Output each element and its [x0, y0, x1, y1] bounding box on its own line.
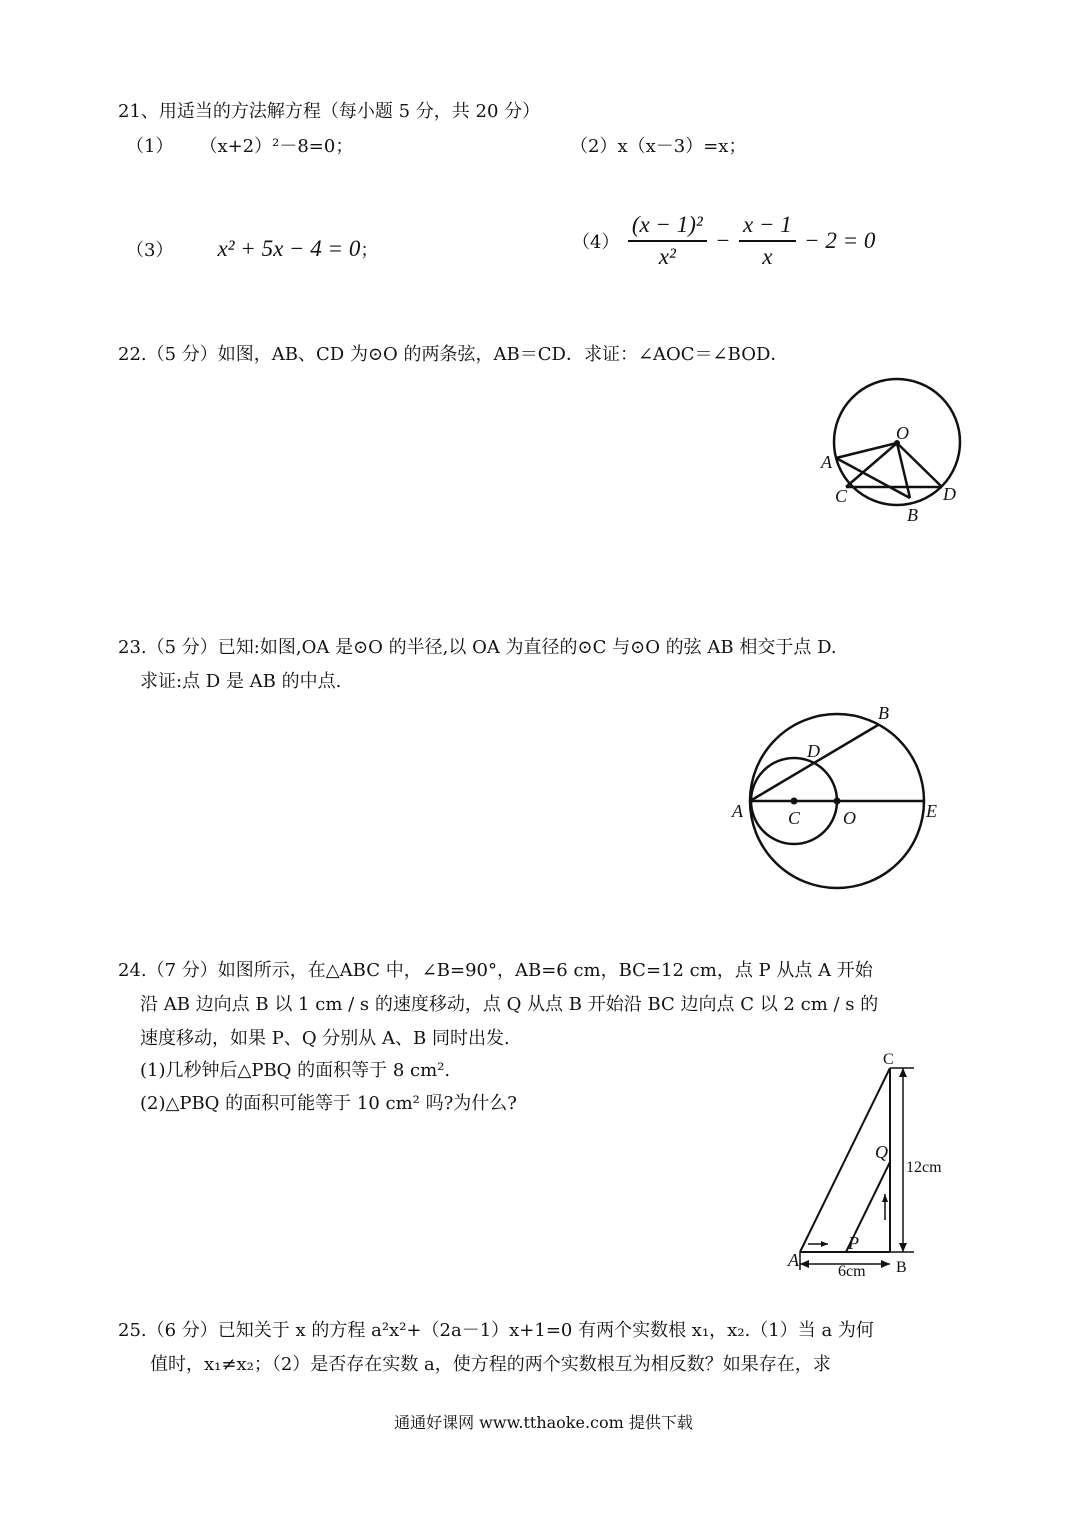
q24-motion-arrow-up-icon: [882, 1194, 888, 1202]
q24-dimension-arrow-up-icon: [899, 1068, 907, 1077]
q21-part4-fraction1-denominator: x²: [658, 244, 676, 269]
q23-center-o: [834, 798, 841, 805]
page-footer: 通通好课网 www.tthaoke.com 提供下载: [394, 1413, 693, 1432]
q23-center-c: [791, 798, 798, 805]
q21-part1-label: （1）: [126, 136, 174, 157]
q24-line3: 速度移动，如果 P、Q 分别从 A、B 同时出发.: [140, 1028, 510, 1049]
q21-part4-fraction2: [739, 212, 796, 270]
q21-part3-tail: ；: [360, 240, 379, 261]
q24-dimension-arrow-left-icon: [800, 1260, 809, 1268]
q21-part2-label: （2）: [570, 136, 618, 157]
q21-part3-equation: x² + 5x − 4 = 0: [217, 236, 361, 261]
q23-chord-ab: [750, 725, 878, 801]
q21-part4-minus: −: [715, 228, 731, 253]
q22-label-o: O: [896, 423, 909, 443]
q24-triangle-diagram: [778, 1044, 968, 1284]
q21-part4-tail: − 2 = 0: [804, 228, 876, 253]
q24-label-q: Q: [875, 1142, 888, 1162]
q23-label-a: A: [732, 801, 743, 821]
q21-part2: [570, 136, 746, 158]
q23-label-e: E: [926, 801, 937, 821]
q22-segment-od: [897, 443, 942, 487]
q23-line2: 求证:点 D 是 AB 的中点.: [140, 671, 342, 692]
q21-part4-fraction1-numerator: (x − 1)²: [628, 212, 707, 242]
q24-label-ab-length: 6cm: [838, 1263, 866, 1280]
q22-label-a: A: [821, 452, 832, 472]
q21-part1-equation: （x+2）²－8=0；: [199, 136, 354, 157]
q21-part4-fraction2-denominator: x: [762, 244, 773, 269]
q24-dimension-arrow-right-icon: [881, 1260, 890, 1268]
q24-label-c: C: [883, 1051, 894, 1068]
q22-text: 22.（5 分）如图，AB、CD 为⊙O 的两条弦，AB＝CD．求证：∠AOC＝∠BOD．: [118, 344, 789, 365]
q21-part4-label: （4）: [572, 232, 620, 253]
q24-line2: 沿 AB 边向点 B 以 1 cm / s 的速度移动，点 Q 从点 B 开始沿 BC 边向点 C 以 2 cm / s 的: [140, 994, 879, 1015]
q24-line4: (1)几秒钟后△PBQ 的面积等于 8 cm².: [140, 1060, 451, 1081]
q25-line2: 值时，x₁≠x₂；（2）是否存在实数 a，使方程的两个实数根互为相反数？如果存在，求: [150, 1354, 831, 1375]
q24-line1: 24.（7 分）如图所示，在△ABC 中，∠B=90°，AB=6 cm，BC=12 cm，点 P 从点 A 开始: [118, 960, 873, 981]
q23-circle-diagram: [725, 697, 955, 897]
q23-label-d: D: [807, 741, 820, 761]
q21-part2-equation: x（x－3）=x；: [617, 136, 747, 157]
q22-label-d: D: [943, 484, 956, 504]
q24-label-p: P: [848, 1233, 859, 1253]
q25-line1: 25.（6 分）已知关于 x 的方程 a²x²+（2a－1）x+1=0 有两个实数根 x₁，x₂.（1）当 a 为何: [118, 1320, 874, 1341]
q21-part3-label: （3）: [126, 240, 174, 261]
q21-part4: [572, 212, 875, 270]
q22-label-b: B: [907, 505, 918, 525]
q23-label-o: O: [843, 808, 856, 828]
q24-motion-arrow-right-icon: [821, 1241, 828, 1247]
q21-part4-fraction1: [628, 212, 707, 270]
q23-label-b: B: [878, 703, 889, 723]
q23-line1: 23.（5 分）已知:如图,OA 是⊙O 的半径,以 OA 为直径的⊙C 与⊙O 的弦 AB 相交于点 D.: [118, 637, 837, 658]
q21-part1: [126, 136, 353, 158]
q24-line5: (2)△PBQ 的面积可能等于 10 cm² 吗?为什么?: [140, 1093, 517, 1114]
q24-label-b: B: [896, 1259, 907, 1276]
q22-label-c: C: [835, 486, 848, 506]
q21-title: 21、用适当的方法解方程（每小题 5 分，共 20 分）: [118, 101, 541, 122]
q21-part4-fraction2-numerator: x − 1: [739, 212, 796, 242]
q23-label-c: C: [788, 808, 801, 828]
q24-dimension-arrow-down-icon: [899, 1243, 907, 1252]
q24-label-bc-length: 12cm: [906, 1159, 942, 1176]
q21-part3: [126, 236, 378, 262]
q24-label-a: A: [788, 1250, 799, 1270]
q22-circle-diagram: [816, 376, 976, 528]
q22-segment-ob: [897, 443, 910, 498]
